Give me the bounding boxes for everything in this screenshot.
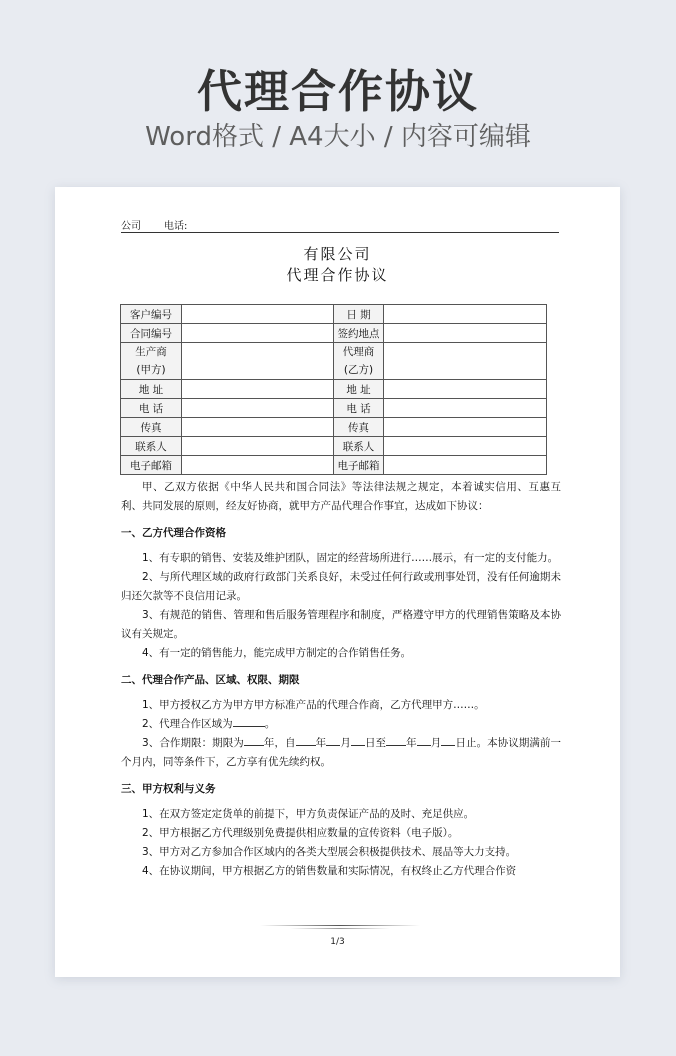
info-label-right: 联系人 xyxy=(334,437,384,456)
section1-item1: 1、有专职的销售、安装及维护团队，固定的经营场所进行……展示，有一定的支付能力。 xyxy=(142,552,559,564)
info-value-left[interactable] xyxy=(182,437,334,456)
info-label-left: 地 址 xyxy=(121,380,182,399)
info-label-right: 日 期 xyxy=(334,305,384,324)
info-value-right[interactable] xyxy=(384,456,547,475)
info-table-row xyxy=(121,456,547,475)
info-value-right[interactable] xyxy=(384,399,547,418)
header-phone: 电话: xyxy=(164,221,188,232)
section1-item2: 2、与所代理区域的政府行政部门关系良好，未受过任何行政或刑事处罚，没有任何逾期未归还欠款等不良信用记录。 xyxy=(121,571,561,602)
info-value-right[interactable] xyxy=(384,324,547,343)
info-value-right[interactable] xyxy=(384,380,547,399)
company-title: 有限公司 xyxy=(303,245,372,263)
agreement-body xyxy=(121,478,561,881)
info-table-row xyxy=(121,305,547,324)
section3-item4: 4、在协议期间，甲方根据乙方的销售数量和实际情况，有权终止乙方代理合作资 xyxy=(142,865,517,877)
info-value-right[interactable] xyxy=(384,418,547,437)
info-value-left[interactable] xyxy=(182,380,334,399)
section-heading-3: 三、甲方权利与义务 xyxy=(121,783,216,795)
info-value-left[interactable] xyxy=(182,418,334,437)
page-number: 1/3 xyxy=(330,937,345,947)
info-value-left[interactable] xyxy=(182,343,334,380)
start-month-blank xyxy=(326,734,340,746)
info-value-right[interactable] xyxy=(384,305,547,324)
section2-item1: 1、甲方授权乙方为甲方甲方标准产品的代理合作商，乙方代理甲方……。 xyxy=(142,699,485,711)
info-value-left[interactable] xyxy=(182,324,334,343)
info-label-right: 传真 xyxy=(334,418,384,437)
term-years-blank xyxy=(244,734,264,746)
term-part: 月 xyxy=(340,737,351,749)
section2-item3-text: 3、合作期限：期限为 xyxy=(142,737,244,749)
section2-item3 xyxy=(121,734,561,772)
section1-item3: 3、有规范的销售、管理和售后服务管理程序和制度，严格遵守甲方的代理销售策略及本协议有关规定。 xyxy=(121,609,561,640)
intro-paragraph: 甲、乙双方依据《中华人民共和国合同法》等法律法规之规定，本着诚实信用、互惠互利、共同发展的原则，经友好协商，就甲方产品代理合作事宜，达成如下协议： xyxy=(121,481,561,512)
banner-title: 代理合作协议 xyxy=(196,65,479,118)
info-label-left: 客户编号 xyxy=(121,305,182,324)
footer-divider xyxy=(260,925,420,926)
info-table-row xyxy=(121,343,547,380)
section-heading-2: 二、代理合作产品、区域、权限、期限 xyxy=(121,674,300,686)
document-page xyxy=(55,187,620,977)
info-label-right: 电 话 xyxy=(334,399,384,418)
start-day-blank xyxy=(351,734,365,746)
footer-divider-secondary xyxy=(290,928,390,929)
section2-item2 xyxy=(121,715,561,734)
end-month-blank xyxy=(417,734,431,746)
info-value-left[interactable] xyxy=(182,399,334,418)
term-part: 年 xyxy=(406,737,417,749)
info-table-row xyxy=(121,324,547,343)
info-table-row xyxy=(121,418,547,437)
section2-item2-text: 2、代理合作区域为 xyxy=(142,718,233,730)
agreement-title: 代理合作协议 xyxy=(286,266,389,284)
info-table xyxy=(120,304,547,475)
info-value-left[interactable] xyxy=(182,305,334,324)
info-value-left[interactable] xyxy=(182,456,334,475)
term-part: 年 xyxy=(315,737,327,749)
info-label-left: 电子邮箱 xyxy=(121,456,182,475)
header-company: 公司 xyxy=(121,221,141,232)
info-label-right: 地 址 xyxy=(334,380,384,399)
banner-subtitle: Word格式 / A4大小 / 内容可编辑 xyxy=(145,122,531,152)
start-year-blank xyxy=(296,734,316,746)
info-table-row xyxy=(121,437,547,456)
info-label-left: 生产商 (甲方) xyxy=(121,343,182,380)
term-part: 月 xyxy=(430,737,442,749)
section-heading-1: 一、乙方代理合作资格 xyxy=(121,527,226,539)
info-value-right[interactable] xyxy=(384,343,547,380)
section2-item2-suffix: 。 xyxy=(264,718,276,730)
info-label-left: 传真 xyxy=(121,418,182,437)
section1-item4: 4、有一定的销售能力，能完成甲方制定的合作销售任务。 xyxy=(142,647,412,659)
info-label-right: 签约地点 xyxy=(334,324,384,343)
term-part: 日止。本协议期满前一个月内，同等条件下，乙方享有优先续约权。 xyxy=(121,737,562,768)
info-label-right: 电子邮箱 xyxy=(334,456,384,475)
end-day-blank xyxy=(441,734,455,746)
info-label-right: 代理商 (乙方) xyxy=(334,343,384,380)
info-label-left: 联系人 xyxy=(121,437,182,456)
section3-item2: 2、甲方根据乙方代理级别免费提供相应数量的宣传资料（电子版）。 xyxy=(142,827,459,839)
info-label-left: 电 话 xyxy=(121,399,182,418)
info-table-row xyxy=(121,380,547,399)
term-part: 日至 xyxy=(364,737,387,749)
info-value-right[interactable] xyxy=(384,437,547,456)
term-part: 年，自 xyxy=(263,737,296,749)
document-header xyxy=(121,215,559,233)
end-year-blank xyxy=(386,734,406,746)
info-table-row xyxy=(121,399,547,418)
region-blank xyxy=(233,715,265,727)
section3-item1: 1、在双方签定定货单的前提下，甲方负责保证产品的及时、充足供应。 xyxy=(142,808,475,820)
info-label-left: 合同编号 xyxy=(121,324,182,343)
section3-item3: 3、甲方对乙方参加合作区域内的各类大型展会积极提供技术、展品等大力支持。 xyxy=(142,846,517,858)
